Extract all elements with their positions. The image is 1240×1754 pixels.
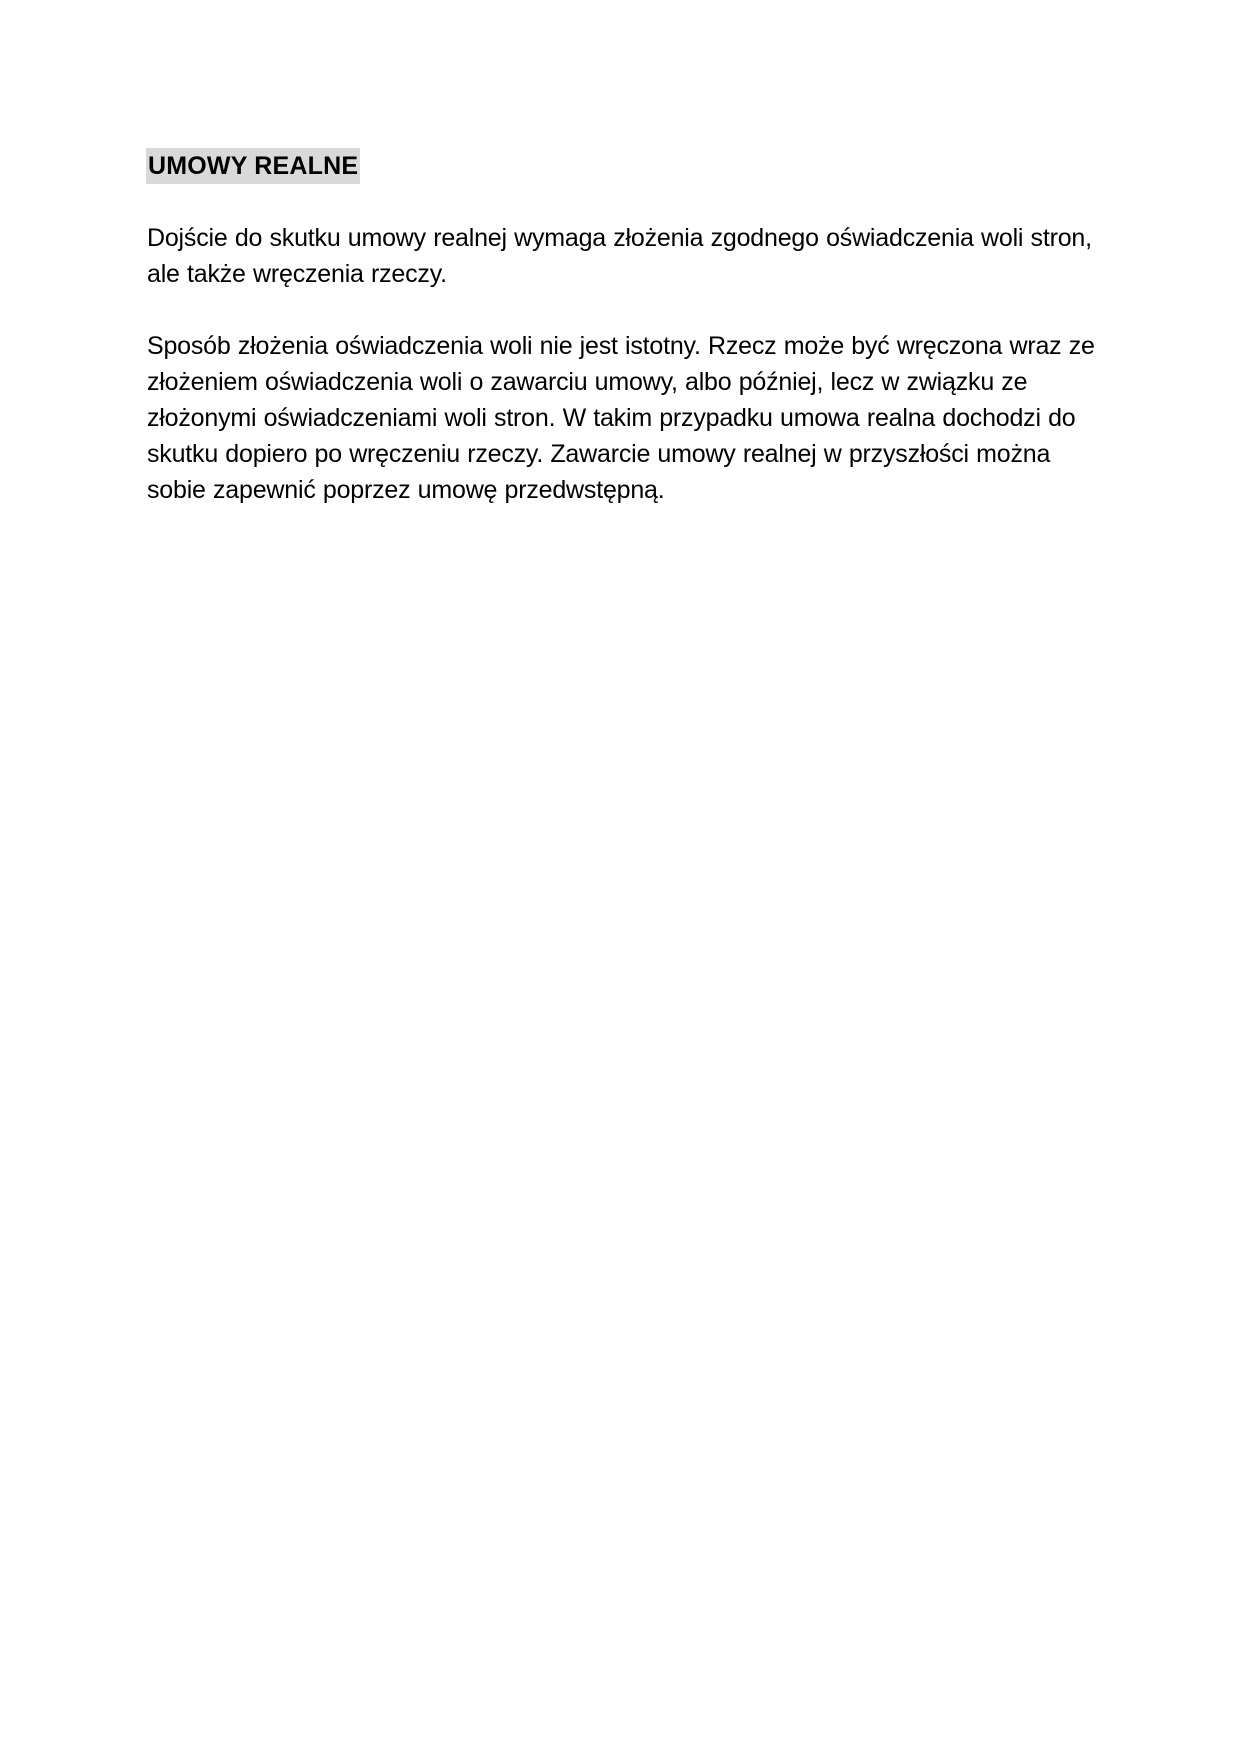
paragraph-2: Sposób złożenia oświadczenia woli nie jest istotny. Rzecz może być wręczona wraz ze złożeniem oświadczenia woli o zawarciu umowy, albo później, lecz w związku ze złożonymi oświadczeniami woli stron. W takim przypadku umowa realna dochodzi do skutku dopiero po wręczeniu rzeczy. Zawarcie umowy realnej w przyszłości można sobie zapewnić poprzez umowę przedwstępną. (147, 332, 1095, 504)
document-body (147, 148, 1107, 508)
paragraph-1: Dojście do skutku umowy realnej wymaga złożenia zgodnego oświadczenia woli stron, ale także wręczenia rzeczy. (147, 224, 1092, 288)
document-heading: UMOWY REALNE (146, 148, 360, 184)
